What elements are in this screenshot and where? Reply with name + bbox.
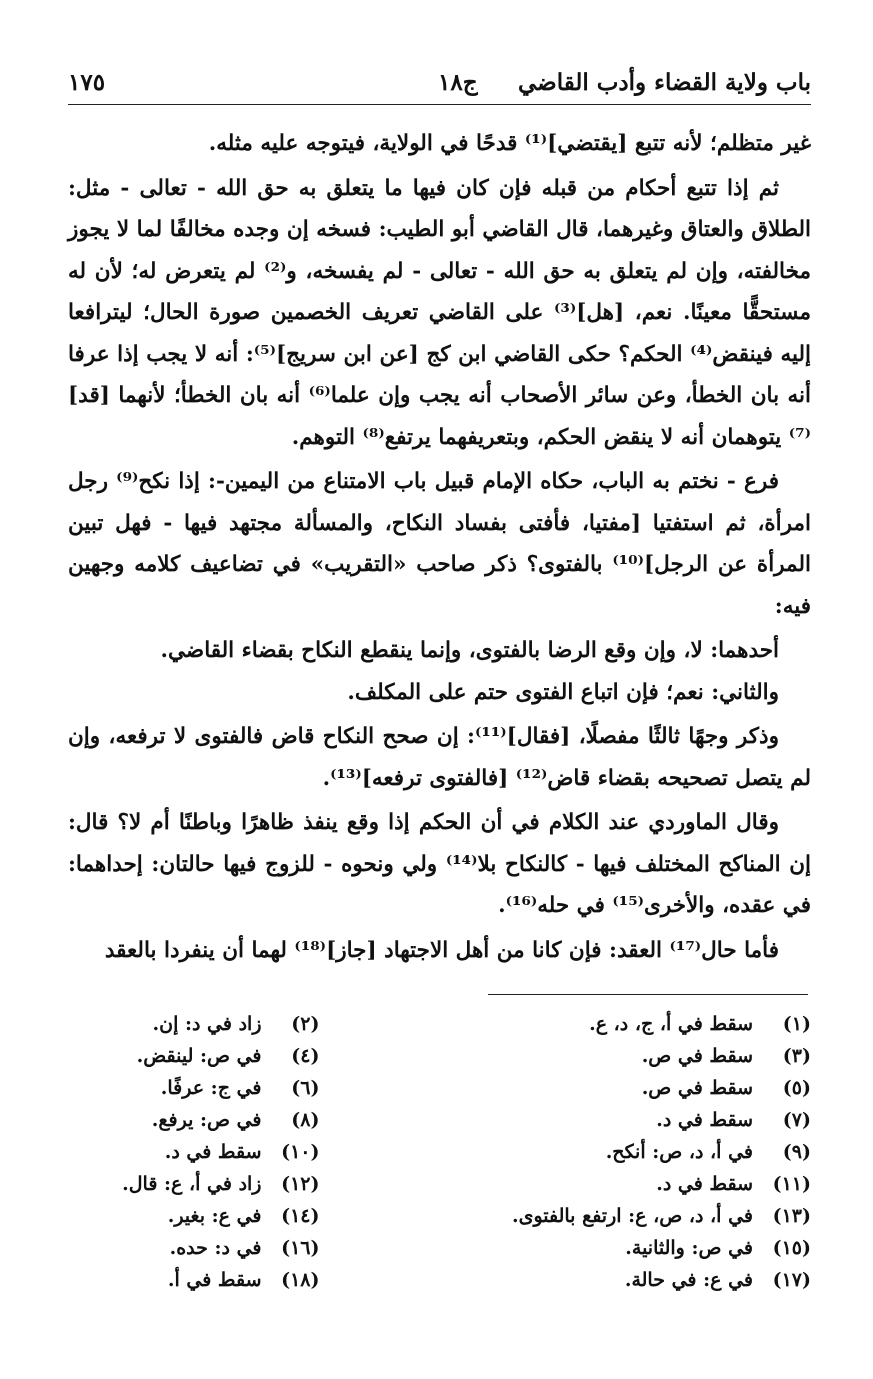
footnote-number: (٧)	[782, 1109, 811, 1131]
footnote-number: (١٣)	[772, 1205, 811, 1227]
footnote-text: في ع: في حالة.	[624, 1269, 753, 1291]
footnote-number: (٦)	[291, 1077, 320, 1099]
footnote-text: في ج: عرفًا.	[160, 1077, 262, 1099]
footnote-text: سقط في أ.	[167, 1269, 262, 1291]
footnote-number: (٢)	[291, 1013, 320, 1035]
footnote-number: (٤)	[291, 1045, 320, 1067]
volume-label: ج١٨	[438, 69, 478, 96]
footnote-text: في ع: بغير.	[167, 1205, 262, 1227]
footnote-item	[68, 1264, 440, 1296]
footnote-item	[440, 1168, 812, 1200]
footnote-text: في أ، د، ص، ع: ارتفع بالفتوى.	[511, 1205, 753, 1227]
footnote-number: (١٠)	[281, 1141, 320, 1163]
footnote-rule	[488, 994, 808, 995]
footnote-item	[440, 1040, 812, 1072]
footnote-text: في د: حده.	[169, 1237, 262, 1259]
footnote-text: في ص: لينقض.	[136, 1045, 262, 1067]
footnote-number: (١٤)	[281, 1205, 320, 1227]
paragraph: والثاني: نعم؛ فإن اتباع الفتوى حتم على المكلف.	[347, 679, 779, 705]
footnote-item	[68, 1168, 440, 1200]
footnote-text: سقط في د.	[164, 1141, 262, 1163]
footnote-item	[68, 1008, 440, 1040]
footnote-text: في ص: والثانية.	[625, 1237, 753, 1259]
footnote-number: (٥)	[782, 1077, 811, 1099]
chapter-title: باب ولاية القضاء وأدب القاضي	[518, 69, 811, 96]
paragraph: وقال الماوردي عند الكلام في أن الحكم إذا وقع ينفذ ظاهرًا وباطنًا أم لا؟ قال: إن المناكح المختلف فيها - كالنكاح بلا⁽¹⁴⁾ ولي ونحوه - للزوج فيها حالتان: إحداهما: في عقده، والأخرى⁽¹⁵⁾ في حله⁽¹⁶⁾.	[68, 810, 811, 918]
footnote-text: سقط في أ، ج، د، ع.	[589, 1013, 753, 1035]
footnote-text: سقط في د.	[656, 1173, 753, 1195]
footnote-item	[440, 1136, 812, 1168]
footnote-number: (١٥)	[772, 1237, 811, 1259]
footnote-number: (١)	[782, 1013, 811, 1035]
footnote-item	[440, 1264, 812, 1296]
running-header	[68, 56, 811, 96]
footnotes	[68, 1008, 811, 1296]
header-rule	[68, 104, 811, 105]
paragraph: أحدهما: لا، وإن وقع الرضا بالفتوى، وإنما ينقطع النكاح بقضاء القاضي.	[160, 638, 779, 663]
footnote-item	[68, 1232, 440, 1264]
footnote-item	[440, 1104, 812, 1136]
footnote-item	[440, 1232, 812, 1264]
footnote-item	[68, 1104, 440, 1136]
footnote-number: (٩)	[782, 1141, 811, 1163]
paragraph: فأما حال⁽¹⁷⁾ العقد: فإن كانا من أهل الاجتهاد [جاز]⁽¹⁸⁾ لهما أن ينفردا بالعقد	[104, 937, 779, 963]
footnote-text: سقط في ص.	[641, 1045, 753, 1067]
main-text	[68, 123, 811, 971]
footnote-item	[440, 1008, 812, 1040]
footnote-text: سقط في ص.	[641, 1077, 753, 1099]
footnote-number: (١١)	[772, 1173, 811, 1195]
page-number: ١٧٥	[68, 69, 106, 96]
footnote-number: (١٨)	[281, 1269, 320, 1291]
footnote-text: زاد في أ، ع: قال.	[122, 1173, 262, 1195]
footnote-text: سقط في د.	[656, 1109, 753, 1131]
footnote-item	[68, 1200, 440, 1232]
footnote-number: (١٧)	[772, 1269, 811, 1291]
footnote-item	[440, 1072, 812, 1104]
footnote-item	[440, 1200, 812, 1232]
paragraph: ثم إذا تتبع أحكام من قبله فإن كان فيها ما يتعلق به حق الله - تعالى - مثل: الطلاق والعتاق وغيرهما، قال القاضي أبو الطيب: فسخه إن وجده مخالفًا لما لا يجوز مخالفته، وإن لم يتعلق به حق الله - تعالى - لم يفسخه، و⁽²⁾ لم يتعرض له؛ لأن له مستحقًّا معينًا. نعم، [هل]⁽³⁾ على القاضي تعريف الخصمين صورة الحال؛ ليترافعا إليه فينقض⁽⁴⁾ الحكم؟ حكى القاضي ابن كج [عن ابن سريج]⁽⁵⁾: أنه لا يجب إذا عرفا أنه بان الخطأ، وعن سائر الأصحاب أنه يجب وإن علما⁽⁶⁾ أنه بان الخطأ؛ لأنهما [قد]⁽⁷⁾ يتوهمان أنه لا ينقض الحكم، وبتعريفهما يرتفع⁽⁸⁾ التوهم.	[68, 175, 812, 450]
footnote-number: (١٢)	[281, 1173, 320, 1195]
footnote-item	[68, 1040, 440, 1072]
footnote-item	[68, 1072, 440, 1104]
footnote-text: زاد في د: إن.	[152, 1013, 262, 1035]
paragraph: وذكر وجهًا ثالثًا مفصلًا، [فقال]⁽¹¹⁾: إن صحح النكاح قاض فالفتوى لا ترفعه، وإن لم يتصل تصحيحه بقضاء قاض⁽¹²⁾ [فالفتوى ترفعه]⁽¹³⁾.	[68, 724, 811, 791]
footnote-text: في ص: يرفع.	[151, 1109, 262, 1131]
footnote-number: (٨)	[291, 1109, 320, 1131]
paragraph: فرع - نختم به الباب، حكاه الإمام قبيل باب الامتناع من اليمين-: إذا نكح⁽⁹⁾ رجل امرأة، ثم استفتيا [مفتيا، فأفتى بفساد النكاح، والمسألة مجتهد فيها - فهل تبين المرأة عن الرجل]⁽¹⁰⁾ بالفتوى؟ ذكر صاحب «التقريب» في تضاعيف كلامه وجهين فيه:	[68, 469, 811, 619]
footnote-item	[68, 1136, 440, 1168]
footnote-number: (٣)	[782, 1045, 811, 1067]
footnote-text: في أ، د، ص: أنكح.	[605, 1141, 753, 1163]
paragraph: غير متظلم؛ لأنه تتبع [يقتضي]⁽¹⁾ قدحًا في الولاية، فيتوجه عليه مثله.	[208, 131, 811, 156]
footnote-number: (١٦)	[281, 1237, 320, 1259]
